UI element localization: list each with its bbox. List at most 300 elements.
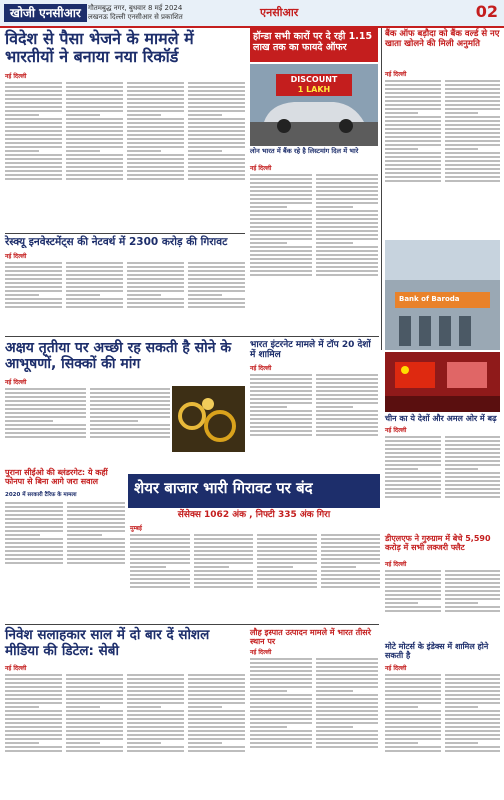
text-line [127, 290, 184, 292]
text-line [385, 92, 441, 94]
text-line [316, 714, 378, 716]
lead-column [5, 80, 62, 230]
motors-column [445, 672, 501, 796]
text-line [250, 226, 312, 228]
text-line [445, 702, 501, 704]
text-line [188, 278, 245, 280]
text-line [194, 562, 254, 564]
text-line [5, 428, 86, 430]
text-line [445, 164, 501, 166]
text-line [67, 514, 125, 516]
text-line [316, 706, 378, 708]
text-line [445, 156, 501, 158]
text-line [194, 546, 254, 548]
text-line [316, 722, 378, 724]
text-line [445, 88, 501, 90]
text-line [445, 464, 501, 466]
text-line [257, 582, 317, 584]
masthead-date [88, 4, 183, 22]
text-line [130, 566, 166, 568]
text-line [130, 542, 190, 544]
divider [5, 624, 379, 625]
market-column [321, 532, 381, 618]
text-line [250, 174, 312, 176]
text-line [188, 730, 245, 732]
text-line [5, 542, 63, 544]
text-line [66, 746, 123, 748]
text-line [250, 682, 312, 684]
text-line [130, 554, 190, 556]
text-line [67, 502, 125, 504]
text-line [66, 122, 123, 124]
text-line [127, 270, 184, 272]
honda-caption: लोन भारत में बैंक रहे है लिस्टमांग दिल में भारे [250, 147, 359, 155]
text-line [445, 140, 501, 142]
text-line [5, 690, 62, 692]
text-line [188, 118, 245, 120]
text-line [5, 178, 62, 180]
text-line [90, 412, 171, 414]
text-line [130, 570, 190, 572]
text-line [385, 714, 441, 716]
text-line [66, 690, 123, 692]
text-line [66, 742, 100, 744]
text-line [445, 610, 501, 612]
text-line [316, 390, 378, 392]
text-line [385, 448, 441, 450]
text-line [445, 468, 478, 470]
text-line [385, 484, 441, 486]
text-line [5, 290, 62, 292]
text-line [127, 126, 184, 128]
text-line [5, 714, 62, 716]
text-line [316, 394, 378, 396]
text-line [67, 510, 125, 512]
text-line [250, 702, 312, 704]
text-line [188, 722, 245, 724]
text-line [445, 180, 501, 182]
text-line [90, 388, 171, 390]
text-line [66, 266, 123, 268]
text-line [316, 242, 353, 244]
text-line [250, 674, 312, 676]
text-line [5, 302, 62, 304]
text-line [188, 90, 245, 92]
text-line [67, 534, 102, 536]
text-line [250, 422, 312, 424]
text-line [90, 424, 171, 426]
text-line [66, 722, 123, 724]
divider [5, 233, 245, 234]
text-line [5, 118, 62, 120]
text-line [194, 586, 254, 588]
text-line [316, 694, 378, 696]
text-line [66, 110, 123, 112]
text-line [316, 434, 378, 436]
motors-column [385, 672, 441, 796]
text-line [5, 412, 86, 414]
text-line [188, 106, 245, 108]
text-line [66, 130, 123, 132]
text-line [385, 116, 441, 118]
text-line [385, 164, 441, 166]
text-line [316, 226, 378, 228]
text-line [194, 578, 254, 580]
text-line [5, 510, 63, 512]
divider [5, 336, 379, 337]
text-line [127, 734, 184, 736]
text-line [250, 710, 312, 712]
text-line [188, 134, 245, 136]
text-line [316, 666, 378, 668]
text-line [67, 522, 125, 524]
text-line [385, 698, 441, 700]
text-line [188, 694, 245, 696]
text-line [250, 250, 312, 252]
text-line [385, 436, 441, 438]
text-line [188, 122, 245, 124]
text-line [316, 658, 378, 660]
text-line [90, 396, 171, 398]
text-line [127, 150, 161, 152]
text-line [5, 114, 39, 116]
text-line [127, 738, 184, 740]
gold-column [5, 386, 86, 464]
text-line [445, 152, 501, 154]
gold-subhead-2: 2020 में सरकारी टैरिफ़ के मामला [5, 492, 77, 498]
internet-byline: नई दिल्ली [250, 365, 272, 372]
text-line [127, 118, 184, 120]
text-line [250, 270, 312, 272]
market-column [194, 532, 254, 618]
text-line [250, 742, 312, 744]
steel-headline: लौह इस्पात उत्पादन मामले में भारत तीसरे स्थान पर [250, 628, 371, 647]
text-line [445, 136, 501, 138]
text-line [188, 750, 245, 752]
text-line [316, 730, 378, 732]
text-line [5, 678, 62, 680]
market-body [130, 532, 380, 618]
text-line [127, 262, 184, 264]
text-line [257, 554, 317, 556]
text-line [5, 142, 62, 144]
text-line [445, 460, 501, 462]
text-line [127, 674, 184, 676]
text-line [90, 400, 171, 402]
text-line [127, 286, 184, 288]
text-line [445, 452, 501, 454]
text-line [5, 154, 62, 156]
text-line [5, 538, 63, 540]
text-line [66, 294, 100, 296]
text-line [316, 746, 378, 748]
gold-column [67, 500, 125, 600]
text-line [66, 298, 123, 300]
text-line [445, 706, 478, 708]
text-line [188, 146, 245, 148]
text-line [188, 262, 245, 264]
text-line [250, 394, 312, 396]
text-line [5, 134, 62, 136]
text-line [5, 436, 86, 438]
text-line [316, 698, 378, 700]
text-line [127, 162, 184, 164]
text-line [5, 270, 62, 272]
text-line [385, 730, 441, 732]
text-line [316, 190, 378, 192]
text-line [257, 550, 317, 552]
text-line [445, 734, 501, 736]
text-line [250, 258, 312, 260]
masthead-date-line: गौतमबुद्ध नगर, बुधवार 8 मई 2024 [88, 4, 183, 12]
text-line [250, 678, 312, 680]
text-line [194, 570, 254, 572]
china-photo [385, 352, 500, 412]
text-line [445, 436, 501, 438]
internet-column [316, 372, 378, 468]
text-line [250, 246, 312, 248]
text-line [257, 538, 317, 540]
china-headline: चीन का ये देशों और अमल ओर में बढ़ [385, 414, 497, 423]
text-line [385, 606, 441, 608]
text-line [250, 198, 312, 200]
text-line [385, 492, 441, 494]
china-column [445, 434, 501, 530]
text-line [5, 416, 86, 418]
text-line [127, 98, 184, 100]
text-line [5, 278, 62, 280]
text-line [250, 722, 312, 724]
text-line [127, 146, 184, 148]
text-line [5, 698, 62, 700]
sebi-column [66, 672, 123, 796]
text-line [66, 302, 123, 304]
text-line [250, 222, 312, 224]
text-line [127, 114, 161, 116]
steel-column [316, 656, 378, 796]
section-name: एनसीआर [260, 6, 299, 19]
text-line [188, 174, 245, 176]
text-line [5, 274, 62, 276]
text-line [127, 682, 184, 684]
text-line [127, 306, 184, 308]
dlf-column [385, 568, 441, 638]
lead-byline: नई दिल्ली [5, 73, 27, 80]
text-line [188, 702, 245, 704]
text-line [385, 128, 441, 130]
text-line [5, 82, 62, 84]
text-line [445, 456, 501, 458]
text-line [5, 400, 86, 402]
text-line [90, 420, 138, 422]
text-line [250, 666, 312, 668]
text-line [250, 706, 312, 708]
text-line [316, 662, 378, 664]
lead-column [127, 80, 184, 230]
lead-column [188, 80, 245, 230]
market-headline: शेयर बाजार भारी गिरावट पर बंद [134, 479, 313, 497]
text-line [316, 374, 378, 376]
honda-column [250, 172, 312, 332]
text-line [385, 488, 441, 490]
text-line [316, 266, 378, 268]
text-line [66, 718, 123, 720]
text-line [445, 746, 501, 748]
text-line [5, 150, 39, 152]
dlf-headline: डीएलएफ ने गुरुग्राम में बेचे 5,590 करोड़ में सभी लक्जरी फ्लैट [385, 534, 491, 553]
text-line [445, 128, 501, 130]
text-line [66, 170, 123, 172]
text-line [5, 706, 39, 708]
text-line [385, 440, 441, 442]
text-line [5, 522, 63, 524]
text-line [66, 98, 123, 100]
text-line [194, 554, 254, 556]
text-line [250, 690, 287, 692]
text-line [194, 566, 230, 568]
text-line [250, 734, 312, 736]
text-line [127, 730, 184, 732]
text-line [385, 674, 441, 676]
gold-subhead: पुराना सीईओ की ब्लंडरगेट: ये कहीं फोनपा से बिना आगे जरा सवाल [5, 468, 108, 487]
text-line [316, 230, 378, 232]
text-line [445, 726, 501, 728]
text-line [385, 480, 441, 482]
text-line [127, 686, 184, 688]
text-line [316, 726, 353, 728]
text-line [250, 426, 312, 428]
text-line [188, 710, 245, 712]
text-line [321, 562, 381, 564]
text-line [188, 746, 245, 748]
text-line [250, 670, 312, 672]
sebi-column [188, 672, 245, 796]
text-line [250, 410, 312, 412]
text-line [385, 452, 441, 454]
text-line [250, 402, 312, 404]
text-line [385, 124, 441, 126]
text-line [445, 108, 501, 110]
text-line [127, 154, 184, 156]
text-line [316, 418, 378, 420]
internet-column [250, 372, 312, 468]
text-line [316, 410, 378, 412]
text-line [188, 286, 245, 288]
text-line [5, 502, 63, 504]
text-line [321, 578, 381, 580]
text-line [250, 190, 312, 192]
lead-headline: विदेश से पैसा भेजने के मामले में भारतीयों ने बनाया नया रिकॉर्ड [5, 29, 194, 67]
text-line [385, 702, 441, 704]
text-line [385, 598, 441, 600]
text-line [385, 112, 418, 114]
text-line [445, 448, 501, 450]
text-line [130, 586, 190, 588]
text-line [127, 702, 184, 704]
text-line [66, 738, 123, 740]
text-line [188, 734, 245, 736]
text-line [5, 110, 62, 112]
text-line [5, 550, 63, 552]
text-line [445, 602, 478, 604]
text-line [316, 426, 378, 428]
text-line [385, 472, 441, 474]
text-line [316, 686, 378, 688]
text-line [385, 570, 441, 572]
text-line [445, 578, 501, 580]
text-line [66, 106, 123, 108]
text-line [127, 134, 184, 136]
dlf-body [385, 568, 500, 638]
text-line [257, 570, 317, 572]
text-line [445, 606, 501, 608]
text-line [66, 82, 123, 84]
text-line [257, 542, 317, 544]
text-line [5, 686, 62, 688]
text-line [385, 464, 441, 466]
text-line [445, 472, 501, 474]
text-line [250, 730, 312, 732]
text-line [66, 734, 123, 736]
text-line [194, 582, 254, 584]
text-line [5, 106, 62, 108]
bank-sign: Bank of Baroda [399, 295, 460, 303]
text-line [250, 202, 312, 204]
text-line [385, 108, 441, 110]
text-line [250, 662, 312, 664]
text-line [316, 690, 353, 692]
text-line [445, 84, 501, 86]
text-line [385, 610, 441, 612]
text-line [321, 586, 381, 588]
text-line [321, 554, 381, 556]
honda-column [316, 172, 378, 332]
text-line [385, 156, 441, 158]
text-line [66, 678, 123, 680]
text-line [250, 418, 312, 420]
text-line [385, 148, 418, 150]
text-line [127, 690, 184, 692]
text-line [130, 574, 190, 576]
text-line [67, 526, 125, 528]
text-line [385, 590, 441, 592]
text-line [188, 98, 245, 100]
text-line [127, 750, 184, 752]
text-line [316, 194, 378, 196]
text-line [5, 86, 62, 88]
text-line [127, 102, 184, 104]
masthead-edition-line: लखनऊ दिल्ली एनसीआर से प्रकाशित [88, 13, 183, 21]
text-line [188, 130, 245, 132]
text-line [250, 738, 312, 740]
text-line [127, 110, 184, 112]
text-line [188, 686, 245, 688]
text-line [5, 158, 62, 160]
steel-column [250, 656, 312, 796]
text-line [445, 104, 501, 106]
text-line [194, 538, 254, 540]
text-line [5, 726, 62, 728]
text-line [316, 234, 378, 236]
masthead-logo: खोजी एनसीआर [4, 4, 87, 22]
text-line [445, 440, 501, 442]
rera-byline: नई दिल्ली [5, 253, 27, 260]
text-line [127, 302, 184, 304]
text-line [66, 154, 123, 156]
text-line [127, 122, 184, 124]
text-line [5, 170, 62, 172]
bank-column [385, 78, 441, 238]
